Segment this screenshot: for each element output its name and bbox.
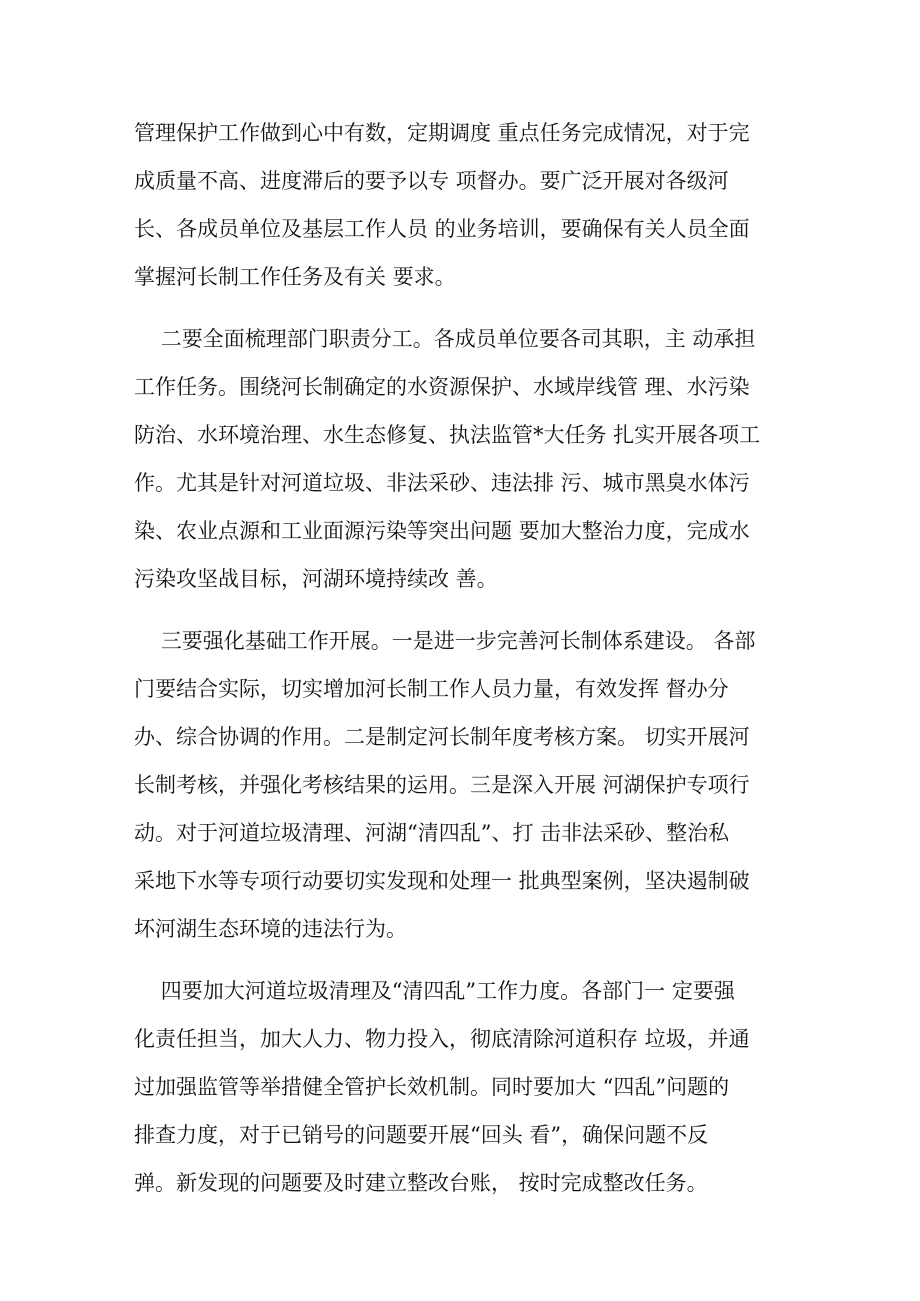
paragraph-2	[134, 315, 794, 603]
text-line: 四要加大河道垃圾清理及“清四乱”工作力度。各部门一 定要强	[134, 979, 735, 1003]
text-line: 污染攻坚战目标，河湖环境持续改 善。	[134, 567, 498, 591]
text-line: 办、综合协调的作用。二是制定河长制年度考核方案。 切实开展河	[134, 725, 750, 749]
paragraph-3	[134, 617, 794, 953]
paragraph-4	[134, 967, 794, 1207]
text-line: 化责任担当，加大人力、物力投入，彻底清除河道积存 垃圾，并通	[134, 1027, 750, 1051]
text-line: 工作任务。围绕河长制确定的水资源保护、水域岸线管 理、水污染	[134, 375, 750, 399]
text-line: 门要结合实际，切实增加河长制工作人员力量，有效发挥 督办分	[134, 677, 729, 701]
text-line: 长制考核，并强化考核结果的运用。三是深入开展 河湖保护专项行	[134, 773, 750, 797]
text-line: 作。尤其是针对河道垃圾、非法采砂、违法排 污、城市黑臭水体污	[134, 471, 750, 495]
text-line: 长、各成员单位及基层工作人员 的业务培训，要确保有关人员全面	[134, 217, 750, 241]
text-line: 三要强化基础工作开展。一是进一步完善河长制体系建设。 各部	[134, 629, 756, 653]
paragraph-spacing	[134, 603, 794, 617]
body-text	[134, 109, 794, 1207]
text-line: 采地下水等专项行动要切实发现和处理一 批典型案例，坚决遏制破	[134, 869, 750, 893]
text-line: 弹。新发现的问题要及时建立整改台账， 按时完成整改任务。	[134, 1171, 708, 1195]
paragraph-1	[134, 109, 794, 301]
text-line: 成质量不高、进度滞后的要予以专 项督办。要广泛开展对各级河	[134, 169, 729, 193]
text-line: 染、农业点源和工业面源污染等突出问题 要加大整治力度，完成水	[134, 519, 750, 543]
text-line: 二要全面梳理部门职责分工。各成员单位要各司其职，主 动承担	[134, 327, 756, 351]
text-line: 动。对于河道垃圾清理、河湖“清四乱”、打 击非法采砂、整治私	[134, 821, 730, 845]
text-line: 坏河湖生态环境的违法行为。	[134, 917, 407, 941]
text-line: 防治、水环境治理、水生态修复、执法监管*大任务 扎实开展各项工	[134, 423, 761, 447]
text-line: 排查力度，对于已销号的问题要开展“回头 看”，确保问题不反	[134, 1123, 709, 1147]
text-line: 过加强监管等举措健全管护长效机制。同时要加大 “四乱”问题的	[134, 1075, 730, 1099]
text-line: 掌握河长制工作任务及有关 要求。	[134, 265, 456, 289]
paragraph-spacing	[134, 953, 794, 967]
text-line: 管理保护工作做到心中有数，定期调度 重点任务完成情况，对于完	[134, 121, 750, 145]
paragraph-spacing	[134, 301, 794, 315]
